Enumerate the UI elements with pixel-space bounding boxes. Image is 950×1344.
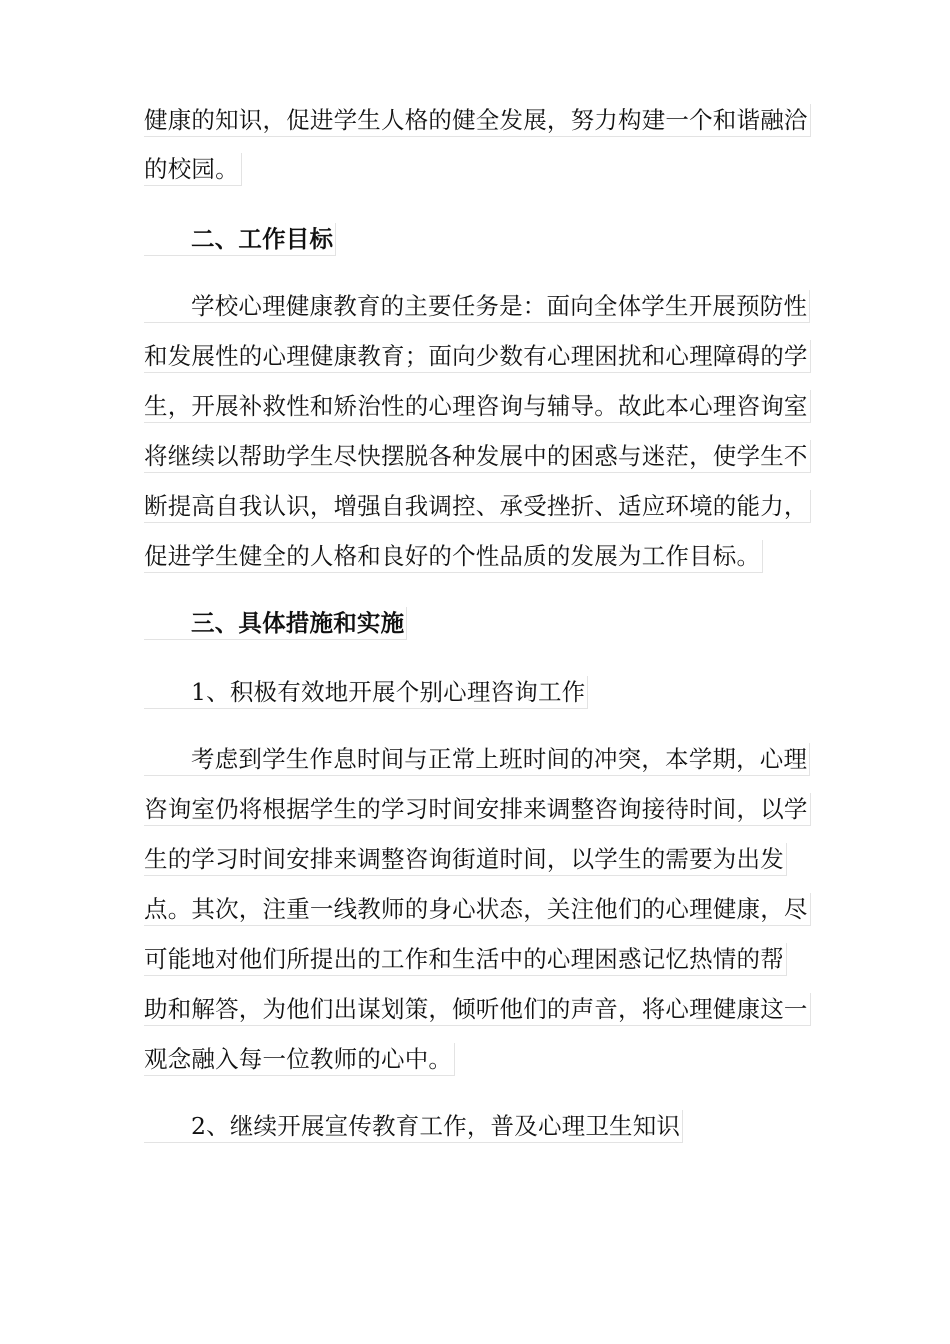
body-text-line: 促进学生健全的人格和良好的个性品质的发展为工作目标。 xyxy=(144,540,763,573)
body-text-line: 点。其次，注重一线教师的身心状态，关注他们的心理健康，尽 xyxy=(144,893,811,926)
section-heading-goals: 二、工作目标 xyxy=(144,223,336,256)
body-text-line: 生，开展补救性和矫治性的心理咨询与辅导。故此本心理咨询室 xyxy=(144,390,811,423)
body-text-line: 健康的知识，促进学生人格的健全发展，努力构建一个和谐融洽 xyxy=(144,104,811,137)
body-text-line: 断提高自我认识，增强自我调控、承受挫折、适应环境的能力， xyxy=(144,490,811,523)
body-text-line: 观念融入每一位教师的心中。 xyxy=(144,1043,455,1076)
body-text-line: 可能地对他们所提出的工作和生活中的心理困惑记忆热情的帮 xyxy=(144,943,787,976)
body-text-line: 将继续以帮助学生尽快摆脱各种发展中的困惑与迷茫，使学生不 xyxy=(144,440,811,473)
body-text-line: 学校心理健康教育的主要任务是：面向全体学生开展预防性 xyxy=(144,290,810,323)
body-text-line: 助和解答，为他们出谋划策，倾听他们的声音，将心理健康这一 xyxy=(144,993,811,1026)
subsection-heading-counseling: 1、积极有效地开展个别心理咨询工作 xyxy=(144,676,588,709)
body-text-line: 生的学习时间安排来调整咨询街道时间，以学生的需要为出发 xyxy=(144,843,787,876)
section-heading-measures: 三、具体措施和实施 xyxy=(144,607,407,640)
body-text-line: 和发展性的心理健康教育；面向少数有心理困扰和心理障碍的学 xyxy=(144,340,811,373)
subsection-heading-publicity: 2、继续开展宣传教育工作，普及心理卫生知识 xyxy=(144,1110,683,1143)
body-text-line: 咨询室仍将根据学生的学习时间安排来调整咨询接待时间，以学 xyxy=(144,793,811,826)
body-text-line: 考虑到学生作息时间与正常上班时间的冲突，本学期，心理 xyxy=(144,743,810,776)
body-text-line: 的校园。 xyxy=(144,153,242,186)
